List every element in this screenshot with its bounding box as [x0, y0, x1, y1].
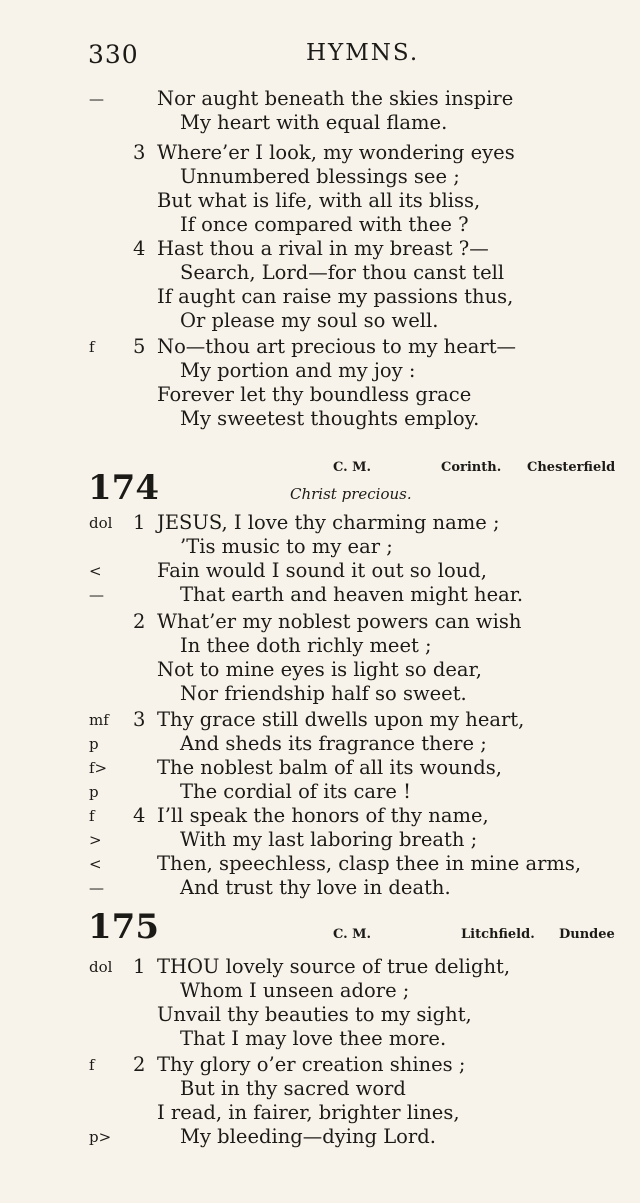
- verse-line: Unnumbered blessings see ;: [180, 165, 460, 188]
- verse-line: Thy glory o’er creation shines ;: [157, 1053, 466, 1076]
- dynamic-mark: —: [89, 879, 104, 897]
- hymn-number: 174: [88, 468, 159, 508]
- verse-number: 4: [133, 804, 146, 827]
- verse-line: Hast thou a rival in my breast ?—: [157, 237, 489, 260]
- hymn-meter: C. M.: [333, 927, 372, 942]
- verse-line: JESUS, I love thy charming name ;: [157, 511, 500, 534]
- verse-line: Where’er I look, my wondering eyes: [157, 141, 515, 164]
- hymn-subtitle: Christ precious.: [290, 485, 412, 503]
- verse-line: THOU lovely source of true delight,: [157, 955, 511, 978]
- verse-number: 5: [133, 335, 146, 358]
- verse-number: 3: [133, 708, 146, 731]
- hymn-tune: Litchfield.: [461, 927, 535, 942]
- dynamic-mark: —: [89, 586, 104, 604]
- verse-line: I’ll speak the honors of thy name,: [157, 804, 489, 827]
- dynamic-mark: —: [89, 90, 104, 108]
- verse-line: Search, Lord—for thou canst tell: [180, 261, 505, 284]
- hymn-meter: C. M.: [333, 460, 372, 475]
- verse-line: That I may love thee more.: [180, 1027, 447, 1050]
- hymn-tune: Corinth.: [441, 460, 502, 475]
- verse-line: What’er my noblest powers can wish: [157, 610, 522, 633]
- verse-number: 4: [133, 237, 146, 260]
- verse-line: My portion and my joy :: [180, 359, 416, 382]
- hymn-tune: Chesterfield: [527, 460, 616, 475]
- verse-number: 1: [133, 511, 146, 534]
- dynamic-mark: f: [89, 1056, 95, 1074]
- verse-line: I read, in fairer, brighter lines,: [157, 1101, 460, 1124]
- verse-line: Unvail thy beauties to my sight,: [157, 1003, 472, 1026]
- verse-line: In thee doth richly meet ;: [180, 634, 432, 657]
- dynamic-mark: p: [89, 735, 99, 753]
- verse-number: 3: [133, 141, 146, 164]
- verse-number: 1: [133, 955, 146, 978]
- dynamic-mark: p: [89, 783, 99, 801]
- verse-line: But what is life, with all its bliss,: [157, 189, 481, 212]
- verse-line: Then, speechless, clasp thee in mine arms,: [157, 852, 582, 875]
- verse-line: ’Tis music to my ear ;: [180, 535, 393, 558]
- dynamic-mark: mf: [89, 711, 109, 729]
- hymn-number: 175: [88, 907, 159, 947]
- verse-line: Whom I unseen adore ;: [180, 979, 410, 1002]
- verse-line: Forever let thy boundless grace: [157, 383, 472, 406]
- hymn-tune: Dundee: [559, 927, 615, 942]
- dynamic-mark: dol: [89, 514, 113, 532]
- verse-line: If aught can raise my passions thus,: [157, 285, 514, 308]
- verse-line: Not to mine eyes is light so dear,: [157, 658, 482, 681]
- verse-line: My sweetest thoughts employ.: [180, 407, 480, 430]
- verse-line: The noblest balm of all its wounds,: [157, 756, 502, 779]
- verse-line: My heart with equal flame.: [180, 111, 448, 134]
- dynamic-mark: <: [89, 562, 102, 580]
- verse-number: 2: [133, 1053, 146, 1076]
- verse-line: Nor friendship half so sweet.: [180, 682, 467, 705]
- verse-line: No—thou art precious to my heart—: [157, 335, 517, 358]
- verse-line: Thy grace still dwells upon my heart,: [157, 708, 525, 731]
- verse-number: 2: [133, 610, 146, 633]
- verse-line: My bleeding—dying Lord.: [180, 1125, 436, 1148]
- verse-line: With my last laboring breath ;: [180, 828, 478, 851]
- dynamic-mark: f: [89, 338, 95, 356]
- dynamic-mark: <: [89, 855, 102, 873]
- page-number: 330: [88, 40, 139, 69]
- verse-line: Fain would I sound it out so loud,: [157, 559, 487, 582]
- page-title: HYMNS.: [306, 40, 420, 66]
- verse-line: Or please my soul so well.: [180, 309, 439, 332]
- verse-line: But in thy sacred word: [180, 1077, 406, 1100]
- verse-line: Nor aught beneath the skies inspire: [157, 87, 514, 110]
- verse-line: And trust thy love in death.: [180, 876, 451, 899]
- verse-line: That earth and heaven might hear.: [180, 583, 524, 606]
- dynamic-mark: p>: [89, 1128, 112, 1146]
- dynamic-mark: f>: [89, 759, 108, 777]
- verse-line: And sheds its fragrance there ;: [180, 732, 487, 755]
- verse-line: If once compared with thee ?: [180, 213, 469, 236]
- dynamic-mark: >: [89, 831, 102, 849]
- dynamic-mark: f: [89, 807, 95, 825]
- verse-line: The cordial of its care !: [180, 780, 411, 803]
- dynamic-mark: dol: [89, 958, 113, 976]
